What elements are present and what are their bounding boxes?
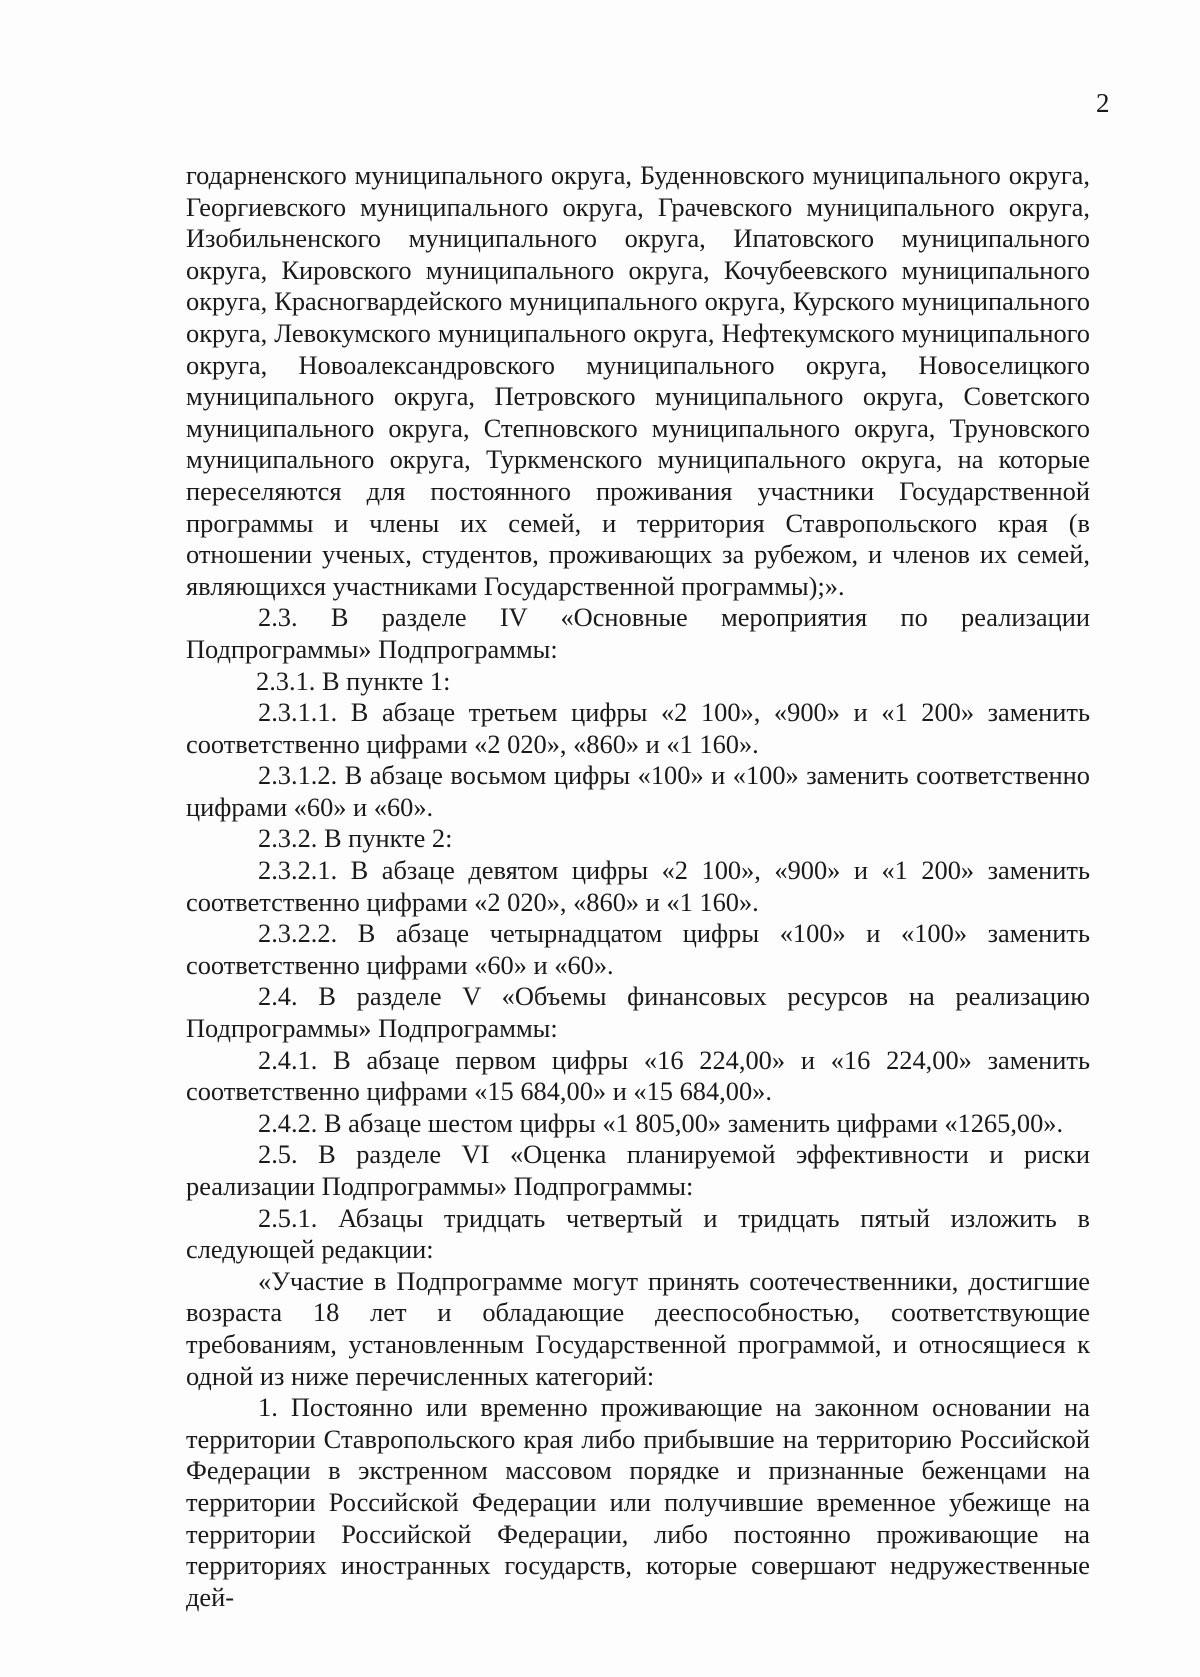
paragraph-2-3-2-1: 2.3.2.1. В абзаце девятом цифры «2 100», «900» и «1 200» заменить соответственно цифрами «2 020», «860» и «1 160». [186,855,1090,917]
paragraph-2-3: 2.3. В разделе IV «Основные мероприятия по реализации Подпрограммы» Подпрограммы: [186,602,1090,664]
document-body [186,160,1090,1613]
paragraph-2-5: 2.5. В разделе VI «Оценка планируемой эффективности и риски реализации Подпрограммы» Подпрограммы: [186,1139,1090,1201]
paragraph-2-5-1: 2.5.1. Абзацы тридцать четвертый и тридцать пятый изложить в следующей редакции: [186,1202,1090,1265]
paragraph-2-4-1: 2.4.1. В абзаце первом цифры «16 224,00» и «16 224,00» заменить соответственно цифрами «15 684,00» и «15 684,00». [186,1044,1090,1107]
paragraph-2-4-2: 2.4.2. В абзаце шестом цифры «1 805,00» заменить цифрами «1265,00». [258,1107,1064,1138]
paragraph-2-3-2: 2.3.2. В пункте 2: [258,823,453,854]
paragraph-2-4: 2.4. В разделе V «Объемы финансовых ресурсов на реализацию Подпрограммы» Подпрограммы: [186,981,1090,1044]
paragraph-2-3-1-2: 2.3.1.2. В абзаце восьмом цифры «100» и «100» заменить соответственно цифрами «60» и «60». [186,760,1090,822]
paragraph-quote-participation: «Участие в Подпрограмме могут принять соотечественники, достигшие возраста 18 лет и обладающие дееспособностью, соответствующие требованиям, установленным Государственной программой, и относящиеся к одной из ниже перечисленных категорий: [186,1265,1090,1391]
paragraph-continuation: годарненского муниципального округа, Буденновского муниципального округа, Георгиевского муниципального округа, Грачевского муниципального округа, Изобильненского муниципального округа, Ипатовского муниципального округа, Кировского муниципального округа, Кочубеевского муниципального округа, Красногвардейского муниципального округа, Курского муниципального округа, Левокумского муниципального округа, Нефтекумского муниципального округа, Новоалександровского муниципального округа, Новоселицкого муниципального округа, Петровского муниципального округа, Советского муниципального округа, Степновского муниципального округа, Труновского муниципального округа, Туркменского муниципального округа, на которые переселяются для постоянного проживания участники Государственной программы и члены их семей, и территория Ставропольского края (в отношении ученых, студентов, проживающих за рубежом, и членов их семей, являющихся участниками Государственной программы);». [186,160,1090,601]
paragraph-2-3-1-1: 2.3.1.1. В абзаце третьем цифры «2 100», «900» и «1 200» заменить соответственно цифрами «2 020», «860» и «1 160». [186,697,1090,759]
paragraph-2-3-1: 2.3.1. В пункте 1: [256,665,451,696]
paragraph-category-1: 1. Постоянно или временно проживающие на законном основании на территории Ставропольского края либо прибывшие на территорию Российской Федерации в экстренном массовом порядке и признанные беженцами на территории Российской Федерации или получившие временное убежище на территории Российской Федерации, либо постоянно проживающие на территориях иностранных государств, которые совершают недружественные дей- [186,1392,1090,1612]
paragraph-2-3-2-2: 2.3.2.2. В абзаце четырнадцатом цифры «100» и «100» заменить соответственно цифрами «60» и «60». [186,918,1090,980]
page-number: 2 [1096,88,1110,118]
